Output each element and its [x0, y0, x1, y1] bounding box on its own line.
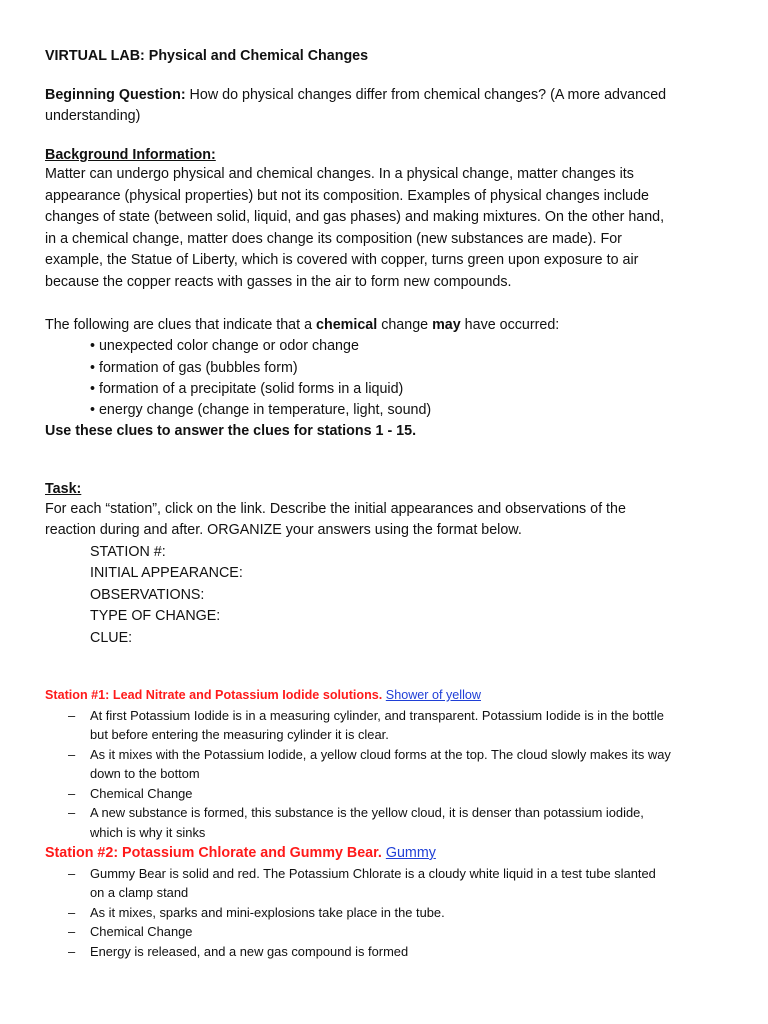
clues-instruction: Use these clues to answer the clues for stations 1 - 15. [45, 423, 417, 439]
task-text-line: For each “station”, click on the link. Describe the initial appearances and observations of the [45, 501, 626, 517]
task-text-line: reaction during and after. ORGANIZE your answers using the format below. [45, 522, 522, 538]
clue-item: • energy change (change in temperature, light, sound) [90, 402, 432, 418]
beginning-question-text-cont: understanding) [45, 108, 141, 124]
clue-item: • formation of a precipitate (solid forms in a liquid) [90, 381, 404, 397]
format-field: STATION #: [90, 544, 166, 560]
format-field: INITIAL APPEARANCE: [90, 565, 243, 581]
station-2-link[interactable]: Gummy [385, 845, 436, 861]
emphasis-may: may [432, 317, 461, 333]
station-1-title: Station #1: Lead Nitrate and Potassium Iodide solutions. [45, 688, 383, 702]
format-field: TYPE OF CHANGE: [90, 608, 221, 624]
emphasis-chemical: chemical [316, 317, 378, 333]
document-title: VIRTUAL LAB: Physical and Chemical Changes [45, 48, 369, 64]
station-1-link[interactable]: Shower of yellow [385, 688, 481, 702]
background-paragraph-line: in a chemical change, matter does change its composition (new substances are made). For [45, 231, 622, 247]
format-field: OBSERVATIONS: [90, 587, 205, 603]
background-paragraph-line: because the copper reacts with gasses in the air to form new compounds. [45, 274, 512, 290]
format-field: CLUE: [90, 630, 133, 646]
background-paragraph-line: appearance (physical properties) but not its composition. Examples of physical changes include [45, 188, 649, 204]
background-paragraph-line: example, the Statue of Liberty, which is covered with copper, turns green upon exposure to air [45, 252, 639, 268]
background-paragraph-line: changes of state (between solid, liquid, and gas phases) and making mixtures. On the other hand, [45, 209, 665, 225]
beginning-question [45, 85, 666, 106]
station-2-title: Station #2: Potassium Chlorate and Gummy Bear. [45, 845, 382, 861]
clue-item: • unexpected color change or odor change [90, 338, 359, 354]
clue-item: • formation of gas (bubbles form) [90, 360, 298, 376]
task-heading: Task: [45, 481, 82, 497]
beginning-question-label: Beginning Question: [45, 87, 186, 103]
background-heading: Background Information: [45, 147, 216, 163]
station-2-heading [45, 843, 436, 864]
document-page: VIRTUAL LAB: Physical and Chemical Changes Beginning Question: How do physical changes differ from chemical changes? (A more advanced understanding) Background Information: Matter can undergo physical and chemical changes. In a physical change, matter changes its appearance (physical properties) but not its composition. Examples of physical changes include changes of state (between solid, liquid, and gas phases) and making mixtures. On the other hand, in a chemical change, matter does change its composition (new substances are made). For example, the Statue of Liberty, which is covered with copper, turns green upon exposure to air because the copper reacts with gasses in the air to form new compounds. The following are clues that indicate that a chemical change may have occurred: • unexpected color change or odor change • formation of gas (bubbles form) • formation of a precipitate (solid forms in a liquid) • energy change (change in temperature, light, sound) Use these clues to answer the clues for stations 1 - 15. Task: For each “station”, click on the link. Describe the initial appearances and observations of the reaction during and after. ORGANIZE your answers using the format below. STATION #: INITIAL APPEARANCE: OBSERVATIONS: TYPE OF CHANGE: CLUE: Station #1: Lead Nitrate and Potassium Iodide solutions. Shower of yellow – At first Potassium Iodide is in a measuring cylinder, and transparent. Potassium Iodide is in the bottle but before entering the measuring cylinder it is clear. – As it mixes with the Potassium Iodide, a yellow cloud forms at the top. The cloud slowly makes its way down to the bottom – Chemical Change – A new substance is formed, this substance is the yellow cloud, it is denser than potassium iodide, which is why it sinks Station #2: Potassium Chlorate and Gummy Bear. Gummy – Gummy Bear is solid and red. The Potassium Chlorate is a cloudy white liquid in a test tube slanted on a clamp stand – As it mixes, sparks and mini-explosions take place in the tube. – Chemical Change – Energy is released, and a new gas compound is formed [45, 48, 671, 959]
background-paragraph-line: Matter can undergo physical and chemical changes. In a physical change, matter changes its [45, 166, 634, 182]
beginning-question-text: How do physical changes differ from chemical changes? (A more advanced [185, 87, 667, 103]
clues-intro: The following are clues that indicate that a chemical change may have occurred: [45, 317, 560, 333]
station-1-heading [45, 685, 481, 706]
